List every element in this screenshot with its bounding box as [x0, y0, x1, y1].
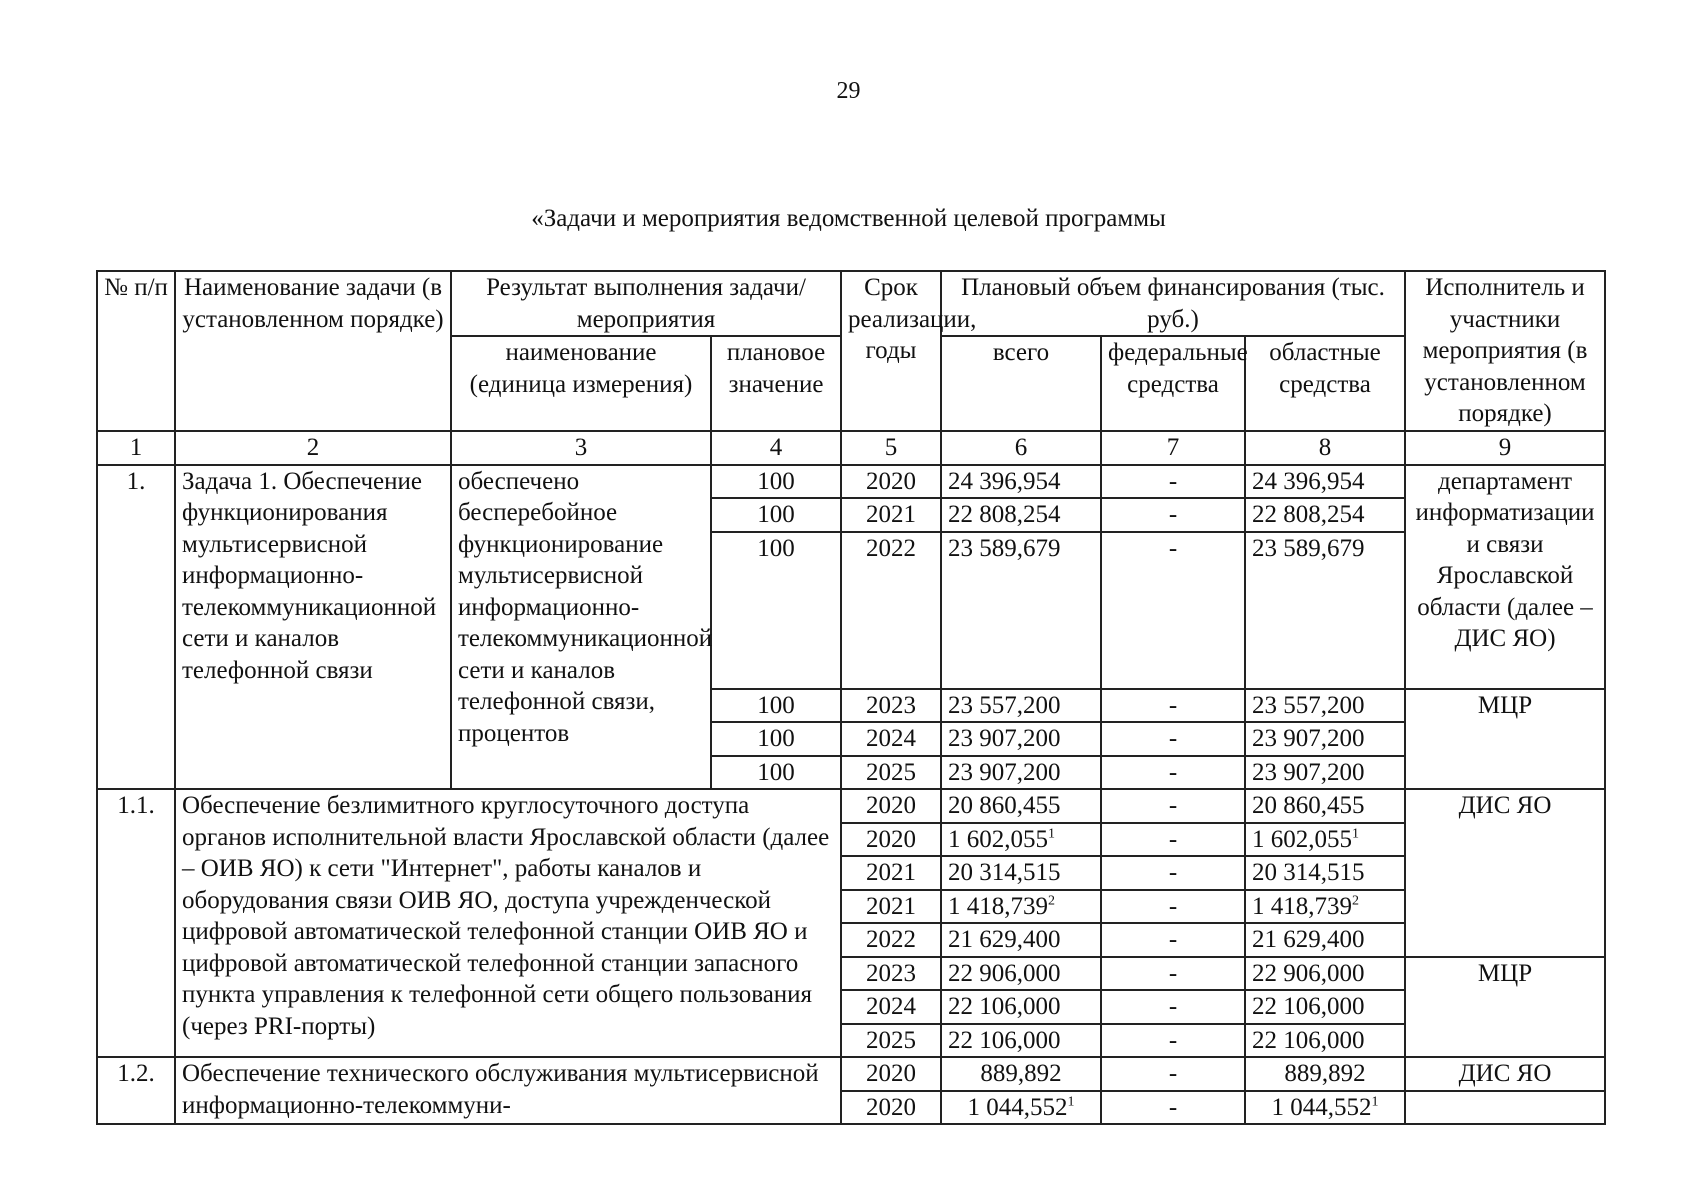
- footnote-mark: 1: [1352, 826, 1359, 842]
- regional-amount: 23 557,200: [1245, 689, 1405, 723]
- year: 2021: [841, 856, 941, 890]
- total-amount: [941, 990, 1101, 1024]
- year: 2023: [841, 957, 941, 991]
- col-number: 2: [175, 431, 451, 465]
- program-table: [96, 270, 1606, 1125]
- header-result-name: наименование (единица измерения): [451, 336, 711, 431]
- regional-amount: [1245, 890, 1405, 924]
- table-row: [97, 1057, 1605, 1091]
- federal-amount: -: [1101, 1057, 1245, 1091]
- page-number: 29: [836, 78, 861, 104]
- total-amount: 24 396,954: [941, 465, 1101, 499]
- total-amount: [941, 1024, 1101, 1058]
- plan-value: 100: [711, 722, 841, 756]
- total-amount: 22 808,254: [941, 498, 1101, 532]
- header-result-value: плановое значение: [711, 336, 841, 431]
- col-number: 7: [1101, 431, 1245, 465]
- footnote-mark: 1: [1067, 1094, 1075, 1110]
- amount: 22 106,000: [948, 1026, 1061, 1054]
- year: 2021: [841, 498, 941, 532]
- plan-value: 100: [711, 465, 841, 499]
- total-amount: [941, 890, 1101, 924]
- column-number-row: [97, 431, 1605, 465]
- amount: 22 106,000: [1252, 1026, 1365, 1054]
- header-funding: Плановый объем финансирования (тыс. руб.): [941, 271, 1405, 336]
- amount: 21 629,400: [1252, 926, 1365, 953]
- regional-amount: [1245, 957, 1405, 991]
- federal-amount: -: [1101, 789, 1245, 823]
- year: 2020: [841, 789, 941, 823]
- amount: 1 044,552: [1271, 1093, 1372, 1121]
- regional-amount: [1245, 1024, 1405, 1058]
- col-number: 3: [451, 431, 711, 465]
- federal-amount: -: [1101, 856, 1245, 890]
- year: 2022: [841, 923, 941, 957]
- amount: 1 602,055: [1252, 825, 1352, 853]
- year: 2022: [841, 532, 941, 689]
- regional-amount: [1245, 856, 1405, 890]
- total-amount: [941, 823, 1101, 857]
- federal-amount: -: [1101, 1024, 1245, 1058]
- year: 2025: [841, 756, 941, 790]
- item12-executor-dis: ДИС ЯО: [1405, 1057, 1605, 1091]
- total-amount: [941, 789, 1101, 823]
- amount: 22 106,000: [948, 993, 1061, 1020]
- item12-name: Обеспечение технического обслуживания мультисервисной информационно-телекоммуни-: [175, 1057, 841, 1124]
- year: 2025: [841, 1024, 941, 1058]
- table-row: [97, 789, 1605, 823]
- regional-amount: 22 808,254: [1245, 498, 1405, 532]
- amount: 1 044,552: [967, 1093, 1068, 1121]
- header-num: № п/п: [97, 271, 175, 431]
- amount: 889,892: [980, 1060, 1062, 1087]
- amount: 22 906,000: [1252, 959, 1365, 987]
- amount: 21 629,400: [948, 926, 1061, 953]
- task1-num: 1.: [97, 465, 175, 790]
- amount: 22 906,000: [948, 959, 1061, 987]
- task1-name: Задача 1. Обеспечение функционирования мультисервисной информационно-телекоммуникационной сети и каналов телефонной связи: [175, 465, 451, 790]
- federal-amount: -: [1101, 532, 1245, 689]
- item11-executor-mcr: МЦР: [1405, 957, 1605, 1058]
- total-amount: [941, 856, 1101, 890]
- header-task-name: Наименование задачи (в установленном порядке): [175, 271, 451, 431]
- federal-amount: -: [1101, 990, 1245, 1024]
- task1-result-name: обеспечено бесперебойное функционирование мультисервисной информационно-телекоммуникационной сети и каналов телефонной связи, процентов: [451, 465, 711, 790]
- federal-amount: -: [1101, 465, 1245, 499]
- federal-amount: -: [1101, 923, 1245, 957]
- plan-value: 100: [711, 498, 841, 532]
- year: 2020: [841, 823, 941, 857]
- year: 2024: [841, 722, 941, 756]
- total-amount: [941, 957, 1101, 991]
- amount: 1 602,055: [948, 825, 1048, 853]
- regional-amount: [1245, 823, 1405, 857]
- footnote-mark: 1: [1371, 1094, 1379, 1110]
- amount: 20 860,455: [1252, 792, 1365, 819]
- total-amount: [941, 1057, 1101, 1091]
- total-amount: [941, 1091, 1101, 1125]
- plan-value: 100: [711, 756, 841, 790]
- header-executor: Исполнитель и участники мероприятия (в установленном порядке): [1405, 271, 1605, 431]
- item11-name: Обеспечение безлимитного круглосуточного доступа органов исполнительной власти Ярославской области (далее – ОИВ ЯО) к сети "Интернет", работы каналов и оборудования связи ОИВ ЯО, доступа учрежденческой цифровой автоматической телефонной станции ОИВ ЯО и цифровой автоматической телефонной станции запасного пункта управления к телефонной сети общего пользования (через PRI-порты): [175, 789, 841, 1057]
- footnote-mark: 2: [1048, 893, 1055, 909]
- document-title: «Задачи и мероприятия ведомственной целевой программы: [531, 205, 1166, 232]
- col-number: 6: [941, 431, 1101, 465]
- total-amount: 23 907,200: [941, 722, 1101, 756]
- total-amount: 23 907,200: [941, 756, 1101, 790]
- federal-amount: -: [1101, 756, 1245, 790]
- year: 2023: [841, 689, 941, 723]
- federal-amount: -: [1101, 823, 1245, 857]
- table-row: [97, 465, 1605, 499]
- regional-amount: 23 907,200: [1245, 722, 1405, 756]
- regional-amount: [1245, 1057, 1405, 1091]
- regional-amount: [1245, 789, 1405, 823]
- federal-amount: -: [1101, 722, 1245, 756]
- regional-amount: [1245, 923, 1405, 957]
- federal-amount: -: [1101, 957, 1245, 991]
- total-amount: [941, 923, 1101, 957]
- regional-amount: 23 907,200: [1245, 756, 1405, 790]
- plan-value: 100: [711, 532, 841, 689]
- task1-executor-dis: департамент информатизации и связи Ярославской области (далее – ДИС ЯО): [1405, 465, 1605, 689]
- col-number: 5: [841, 431, 941, 465]
- plan-value: 100: [711, 689, 841, 723]
- header-result: Результат выполнения задачи/мероприятия: [451, 271, 841, 336]
- year: 2020: [841, 1057, 941, 1091]
- header-row: [97, 271, 1605, 336]
- col-number: 1: [97, 431, 175, 465]
- total-amount: 23 589,679: [941, 532, 1101, 689]
- amount: 1 418,739: [948, 892, 1048, 920]
- header-regional: областные средства: [1245, 336, 1405, 431]
- regional-amount: 23 589,679: [1245, 532, 1405, 689]
- federal-amount: -: [1101, 1091, 1245, 1125]
- total-amount: 23 557,200: [941, 689, 1101, 723]
- footnote-mark: 1: [1048, 826, 1055, 842]
- header-federal: федеральные средства: [1101, 336, 1245, 431]
- item11-num: 1.1.: [97, 789, 175, 1057]
- col-number: 4: [711, 431, 841, 465]
- empty-cell: [1405, 1091, 1605, 1125]
- amount: 22 106,000: [1252, 993, 1365, 1020]
- amount: 20 314,515: [948, 859, 1061, 886]
- regional-amount: 24 396,954: [1245, 465, 1405, 499]
- year: 2020: [841, 465, 941, 499]
- col-number: 9: [1405, 431, 1605, 465]
- regional-amount: [1245, 990, 1405, 1024]
- task1-executor-mcr: МЦР: [1405, 689, 1605, 790]
- amount: 889,892: [1284, 1060, 1366, 1087]
- year: 2020: [841, 1091, 941, 1125]
- amount: 1 418,739: [1252, 892, 1352, 920]
- header-total: всего: [941, 336, 1101, 431]
- year: 2024: [841, 990, 941, 1024]
- amount: 20 314,515: [1252, 859, 1365, 886]
- federal-amount: -: [1101, 890, 1245, 924]
- federal-amount: -: [1101, 498, 1245, 532]
- col-number: 8: [1245, 431, 1405, 465]
- item12-num: 1.2.: [97, 1057, 175, 1124]
- federal-amount: -: [1101, 689, 1245, 723]
- regional-amount: [1245, 1091, 1405, 1125]
- item11-executor-dis: ДИС ЯО: [1405, 789, 1605, 957]
- amount: 20 860,455: [948, 792, 1061, 819]
- year: 2021: [841, 890, 941, 924]
- footnote-mark: 2: [1352, 893, 1359, 909]
- header-period: Срок реализации, годы: [841, 271, 941, 431]
